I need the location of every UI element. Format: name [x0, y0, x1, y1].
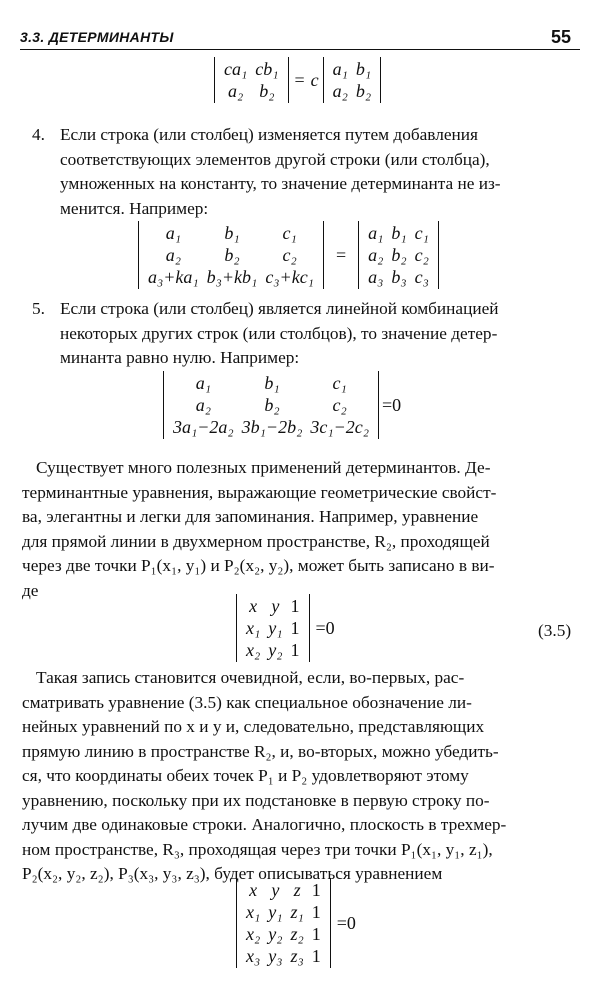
matrix-cell: z₁	[290, 902, 304, 922]
matrix-cell: z₂	[290, 924, 304, 944]
text-line: уравнению, поскольку при их подстановке в первую строку по-	[22, 790, 490, 810]
matrix-cell: z₃	[290, 946, 304, 966]
text-line: ва, элегантны и легки для запоминания. Например, уравнение	[22, 507, 479, 526]
text-line: Такая запись становится очевидной, если, во-первых, рас-	[36, 668, 465, 687]
item-number-4: 4.	[32, 125, 45, 144]
equation-item4	[138, 221, 439, 289]
matrix-cell: c₁	[282, 223, 297, 243]
matrix-cell: a₂	[165, 245, 181, 265]
matrix-cell: 1	[311, 880, 321, 900]
matrix-cell: a₃	[368, 267, 384, 287]
matrix-cell: b₂	[355, 81, 372, 101]
text-line: Если строка (или столбец) изменяется путем добавления	[60, 125, 478, 144]
matrix-cell: y₁	[268, 618, 283, 638]
matrix-cell: y₂	[268, 924, 283, 944]
matrix-cell: y₁	[268, 902, 283, 922]
matrix-cell: 3b₁−2b₂	[241, 417, 303, 437]
scalar-coefficient: c	[310, 69, 319, 90]
matrix-cell: a₁	[332, 59, 348, 79]
matrix-cell: b₁	[355, 59, 372, 79]
matrix-cell: b₂	[264, 395, 280, 415]
equation-3-5	[236, 594, 341, 662]
matrix-cell: c₃	[414, 267, 429, 287]
matrix-cell: x₂	[246, 924, 261, 944]
equals-zero: =0	[336, 912, 356, 933]
equation-item5	[163, 371, 404, 439]
item4-text	[60, 123, 580, 221]
matrix-cell: c₂	[414, 245, 429, 265]
matrix-cell: a₁	[195, 373, 211, 393]
item5-text	[60, 297, 580, 371]
text-line: ном пространстве, R₃, проходящая через три точки P₁(x₁, y₁, z₁),	[22, 839, 493, 859]
text-line: для прямой линии в двухмерном пространстве, R₂, проходящей	[22, 531, 490, 551]
determinant-right	[323, 57, 382, 103]
matrix-cell: b₂	[259, 81, 275, 101]
determinant	[236, 594, 310, 662]
equals-zero: =0	[381, 394, 402, 415]
matrix-cell: b₃	[391, 267, 407, 287]
matrix-cell: b₁	[264, 373, 280, 393]
header-rule	[20, 49, 580, 50]
matrix-cell: b₃+kb₁	[206, 267, 258, 287]
text-line: де	[22, 580, 39, 600]
matrix-cell: x₁	[246, 902, 261, 922]
paragraph-explanation	[22, 666, 580, 691]
equation-plane	[236, 878, 362, 968]
matrix-cell: c₂	[332, 395, 347, 415]
item-number-5: 5.	[32, 299, 45, 318]
determinant	[236, 878, 331, 968]
matrix-cell: a₃+ka₁	[148, 267, 199, 287]
matrix-cell: ca₁	[224, 59, 248, 79]
page-number: 55	[551, 27, 572, 47]
text-line: некоторых других строк (или столбцов), то значение детер-	[60, 323, 498, 343]
matrix-cell: a₂	[227, 81, 244, 101]
matrix-cell: 1	[290, 640, 300, 660]
matrix-cell: x	[249, 596, 258, 616]
matrix-cell: 1	[311, 924, 321, 944]
matrix-cell: c₁	[414, 223, 429, 243]
determinant-right	[358, 221, 439, 289]
matrix-cell: b₂	[224, 245, 240, 265]
running-header: 3.3. ДЕТЕРМИНАНТЫ	[20, 29, 174, 45]
matrix-cell: c₁	[332, 373, 347, 393]
determinant-left	[138, 221, 324, 289]
equals-sign: =	[294, 69, 305, 90]
equals-zero: =0	[315, 617, 335, 638]
text-line: лучим две одинаковые строки. Аналогично, плоскость в трехмер-	[22, 815, 507, 834]
text-line: Если строка (или столбец) является линейной комбинацией	[60, 299, 499, 318]
paragraph-explanation-cont	[22, 691, 580, 887]
equals-sign: =	[335, 244, 347, 265]
determinant	[163, 371, 379, 439]
text-line: нейных уравнений по x и y и, следовательно, представляющих	[22, 717, 485, 736]
paragraph-applications-cont	[22, 481, 580, 604]
text-line: P₂(x₂, y₂, z₂), P₃(x₃, y₃, z₃), будет описываться уравнением	[22, 864, 443, 883]
text-line: ся, что координаты обеих точек P₁ и P₂ удовлетворяют этому	[22, 766, 469, 785]
matrix-cell: c₃+kc₁	[265, 267, 314, 287]
matrix-cell: b₁	[224, 223, 240, 243]
matrix-cell: 3c₁−2c₂	[310, 417, 369, 437]
equation-label: (3.5)	[538, 621, 572, 640]
matrix-cell: x₁	[246, 618, 261, 638]
matrix-cell: a₂	[332, 81, 348, 101]
determinant-left	[214, 57, 289, 103]
matrix-cell: y	[271, 596, 280, 616]
text-line: сматривать уравнение (3.5) как специальное обозначение ли-	[22, 692, 472, 712]
text-line: через две точки P₁(x₁, y₁) и P₂(x₂, y₂), может быть записано в ви-	[22, 556, 495, 575]
text-line: Существует много полезных применений детерминантов. Де-	[36, 458, 491, 477]
matrix-cell: a₁	[165, 223, 181, 243]
matrix-cell: c₂	[282, 245, 297, 265]
matrix-cell: x₂	[246, 640, 261, 660]
matrix-cell: a₂	[195, 395, 211, 415]
matrix-cell: x	[249, 880, 258, 900]
matrix-cell: b₁	[391, 223, 407, 243]
matrix-cell: 1	[311, 946, 321, 966]
matrix-cell: y	[271, 880, 280, 900]
text-line: умноженных на константу, то значение детерминанта не из-	[60, 174, 501, 193]
matrix-cell: cb₁	[255, 59, 279, 79]
text-line: терминантные уравнения, выражающие геометрические свойст-	[22, 482, 497, 502]
matrix-cell: 3a₁−2a₂	[173, 417, 234, 437]
text-line: менится. Например:	[60, 198, 209, 218]
text-line: соответствующих элементов другой строки (или столбца),	[60, 149, 490, 169]
matrix-cell: b₂	[391, 245, 407, 265]
equation-scalar-row	[214, 57, 381, 103]
matrix-cell: x₃	[246, 946, 261, 966]
matrix-cell: 1	[290, 618, 300, 638]
matrix-cell: 1	[290, 596, 300, 616]
matrix-cell: y₃	[268, 946, 283, 966]
matrix-cell: a₂	[368, 245, 384, 265]
matrix-cell: y₂	[268, 640, 283, 660]
matrix-cell: 1	[311, 902, 321, 922]
matrix-cell: a₁	[368, 223, 384, 243]
matrix-cell: z	[293, 880, 301, 900]
paragraph-applications	[22, 456, 580, 481]
text-line: прямую линию в пространстве R₂, и, во-вторых, можно убедить-	[22, 741, 499, 761]
text-line: минанта равно нулю. Например:	[60, 348, 300, 367]
